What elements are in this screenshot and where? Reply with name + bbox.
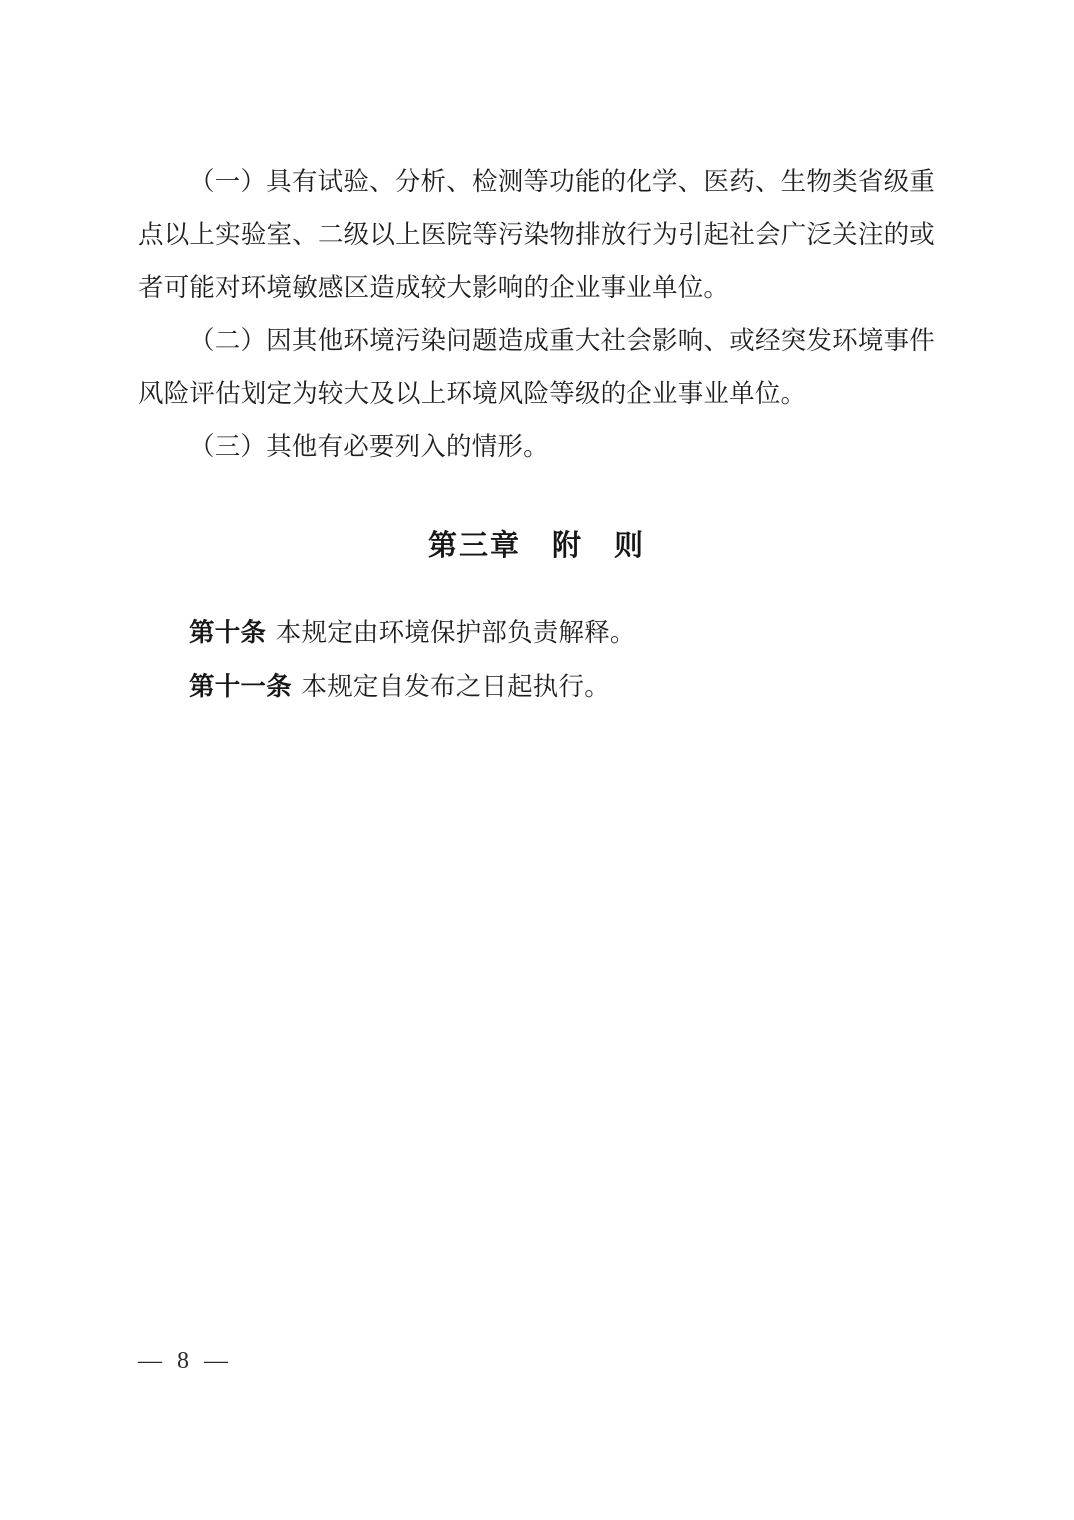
article-11-term: 第十一条 [189, 673, 292, 701]
article-11 [138, 660, 935, 714]
clause-item-2: （二）因其他环境污染问题造成重大社会影响、或经突发环境事件风险评估划定为较大及以上环境风险等级的企业事业单位。 [138, 326, 935, 408]
chapter-heading: 第三章 附 则 [427, 530, 645, 562]
article-10-term: 第十条 [189, 619, 267, 647]
article-10 [138, 606, 935, 660]
clause-item-3: （三）其他有必要列入的情形。 [189, 432, 549, 461]
article-11-text: 本规定自发布之日起执行。 [301, 672, 610, 701]
page-footer [138, 1344, 229, 1378]
clause-item-1: （一）具有试验、分析、检测等功能的化学、医药、生物类省级重点以上实验室、二级以上医院等污染物排放行为引起社会广泛关注的或者可能对环境敏感区造成较大影响的企业事业单位。 [138, 167, 935, 302]
article-10-text: 本规定由环境保护部负责解释。 [275, 618, 636, 647]
document-content [0, 0, 1074, 714]
page-number: — 8 — [138, 1348, 229, 1374]
